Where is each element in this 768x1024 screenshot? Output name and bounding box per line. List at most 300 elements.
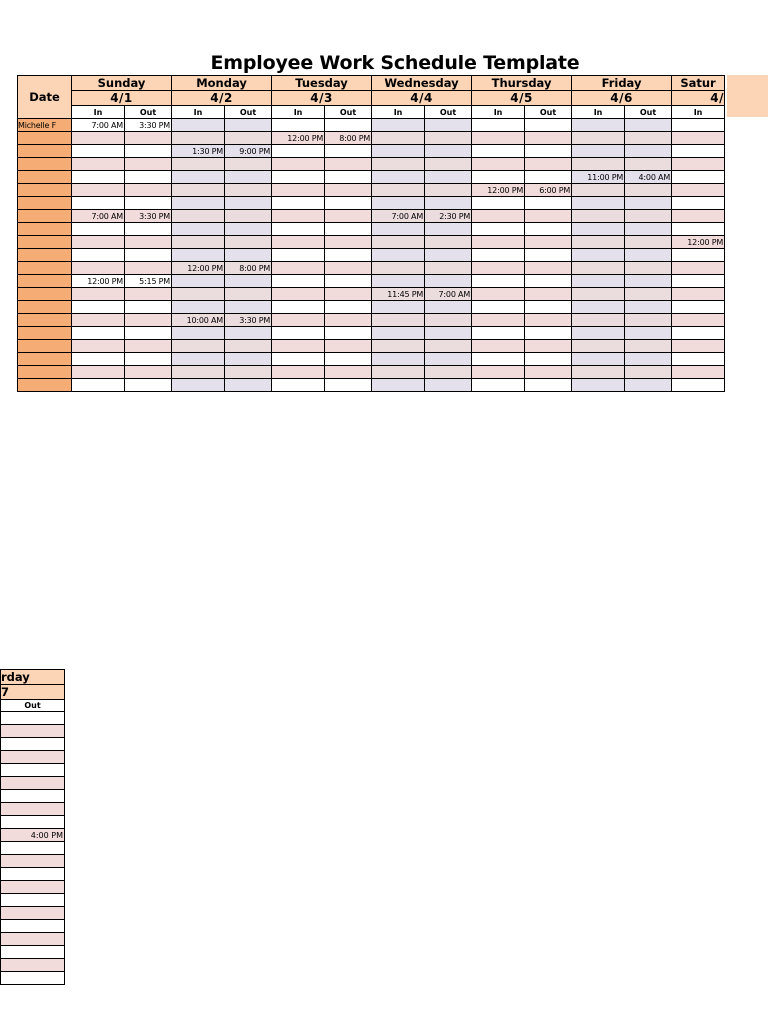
time-out-cell[interactable] [325,145,372,158]
time-in-cell[interactable] [572,197,625,210]
time-out-cell[interactable] [625,236,672,249]
time-out-cell[interactable] [425,171,472,184]
time-in-cell[interactable] [172,340,225,353]
time-out-cell[interactable] [225,184,272,197]
time-in-cell[interactable] [672,249,725,262]
time-out-cell[interactable] [1,868,65,881]
time-out-cell[interactable] [1,725,65,738]
time-out-cell[interactable] [1,738,65,751]
employee-name-cell[interactable] [18,327,72,340]
time-out-cell[interactable] [225,119,272,132]
time-in-cell[interactable] [672,262,725,275]
employee-name-cell[interactable] [18,236,72,249]
time-out-cell[interactable] [325,171,372,184]
time-out-cell[interactable] [425,158,472,171]
time-out-cell[interactable] [425,340,472,353]
time-out-cell[interactable] [125,197,172,210]
time-in-cell[interactable] [72,249,125,262]
employee-name-cell[interactable] [18,223,72,236]
time-out-cell[interactable]: 7:00 AM [425,288,472,301]
time-out-cell[interactable] [425,379,472,392]
employee-name-cell[interactable] [18,249,72,262]
time-out-cell[interactable] [125,145,172,158]
time-in-cell[interactable] [572,132,625,145]
time-out-cell[interactable] [1,933,65,946]
employee-name-cell[interactable] [18,197,72,210]
time-out-cell[interactable] [525,119,572,132]
time-out-cell[interactable] [625,249,672,262]
time-in-cell[interactable] [372,132,425,145]
time-in-cell[interactable] [72,132,125,145]
time-out-cell[interactable] [525,314,572,327]
time-out-cell[interactable] [225,249,272,262]
time-out-cell[interactable] [125,301,172,314]
time-out-cell[interactable] [625,210,672,223]
time-in-cell[interactable] [72,288,125,301]
time-in-cell[interactable] [172,119,225,132]
time-out-cell[interactable] [125,132,172,145]
time-out-cell[interactable] [525,236,572,249]
time-out-cell[interactable] [625,288,672,301]
time-in-cell[interactable] [572,223,625,236]
time-in-cell[interactable] [672,223,725,236]
time-out-cell[interactable] [425,236,472,249]
time-in-cell[interactable] [272,314,325,327]
time-out-cell[interactable] [325,379,372,392]
time-in-cell[interactable] [572,379,625,392]
time-in-cell[interactable] [372,275,425,288]
time-out-cell[interactable] [225,340,272,353]
time-in-cell[interactable] [272,366,325,379]
time-in-cell[interactable] [372,249,425,262]
time-in-cell[interactable] [72,314,125,327]
time-in-cell[interactable] [672,210,725,223]
time-out-cell[interactable] [625,301,672,314]
time-out-cell[interactable] [525,301,572,314]
time-in-cell[interactable] [172,327,225,340]
time-out-cell[interactable] [325,353,372,366]
time-in-cell[interactable] [372,223,425,236]
time-out-cell[interactable] [225,171,272,184]
time-in-cell[interactable] [572,184,625,197]
time-in-cell[interactable] [372,197,425,210]
time-in-cell[interactable] [472,249,525,262]
time-in-cell[interactable] [472,301,525,314]
time-out-cell[interactable] [525,275,572,288]
time-out-cell[interactable] [225,366,272,379]
time-out-cell[interactable] [325,314,372,327]
time-in-cell[interactable] [172,184,225,197]
time-in-cell[interactable]: 11:00 PM [572,171,625,184]
time-in-cell[interactable] [672,353,725,366]
time-out-cell[interactable] [325,210,372,223]
employee-name-cell[interactable] [18,275,72,288]
time-out-cell[interactable] [325,340,372,353]
time-in-cell[interactable]: 12:00 PM [72,275,125,288]
time-out-cell[interactable]: 8:00 PM [325,132,372,145]
time-out-cell[interactable] [625,197,672,210]
time-out-cell[interactable] [325,119,372,132]
time-out-cell[interactable] [525,379,572,392]
time-out-cell[interactable] [325,158,372,171]
time-in-cell[interactable] [472,314,525,327]
time-in-cell[interactable] [572,119,625,132]
time-out-cell[interactable] [625,366,672,379]
time-in-cell[interactable] [272,353,325,366]
time-out-cell[interactable] [1,894,65,907]
time-in-cell[interactable] [472,171,525,184]
time-out-cell[interactable] [1,790,65,803]
time-out-cell[interactable] [225,275,272,288]
time-out-cell[interactable] [1,946,65,959]
time-out-cell[interactable] [1,751,65,764]
time-out-cell[interactable] [625,145,672,158]
time-out-cell[interactable] [525,327,572,340]
time-out-cell[interactable] [225,236,272,249]
time-out-cell[interactable] [425,353,472,366]
employee-name-cell[interactable] [18,210,72,223]
time-out-cell[interactable] [525,353,572,366]
time-in-cell[interactable] [472,327,525,340]
time-out-cell[interactable] [625,275,672,288]
time-in-cell[interactable]: 7:00 AM [372,210,425,223]
time-out-cell[interactable] [125,340,172,353]
time-in-cell[interactable] [672,132,725,145]
time-in-cell[interactable] [72,171,125,184]
time-in-cell[interactable] [272,171,325,184]
time-out-cell[interactable]: 5:15 PM [125,275,172,288]
time-out-cell[interactable] [1,777,65,790]
time-out-cell[interactable] [1,764,65,777]
time-in-cell[interactable] [572,366,625,379]
time-in-cell[interactable] [472,288,525,301]
employee-name-cell[interactable] [18,314,72,327]
time-out-cell[interactable] [1,920,65,933]
time-in-cell[interactable] [672,145,725,158]
time-out-cell[interactable] [125,327,172,340]
time-in-cell[interactable]: 7:00 AM [72,210,125,223]
employee-name-cell[interactable] [18,158,72,171]
time-out-cell[interactable] [525,197,572,210]
time-in-cell[interactable]: 12:00 PM [472,184,525,197]
time-in-cell[interactable] [472,158,525,171]
time-in-cell[interactable] [572,353,625,366]
employee-name-cell[interactable] [18,353,72,366]
employee-name-cell[interactable] [18,288,72,301]
time-in-cell[interactable] [572,262,625,275]
time-out-cell[interactable]: 4:00 AM [625,171,672,184]
time-out-cell[interactable] [125,353,172,366]
time-in-cell[interactable] [172,197,225,210]
time-in-cell[interactable] [72,340,125,353]
time-in-cell[interactable] [472,223,525,236]
time-out-cell[interactable] [425,132,472,145]
time-out-cell[interactable] [325,197,372,210]
time-in-cell[interactable] [572,145,625,158]
time-out-cell[interactable] [625,223,672,236]
time-out-cell[interactable] [425,119,472,132]
time-out-cell[interactable] [425,314,472,327]
time-in-cell[interactable] [272,275,325,288]
time-in-cell[interactable] [372,184,425,197]
time-in-cell[interactable] [472,340,525,353]
time-out-cell[interactable] [1,855,65,868]
time-out-cell[interactable] [125,314,172,327]
time-out-cell[interactable] [225,301,272,314]
time-in-cell[interactable] [72,184,125,197]
time-out-cell[interactable] [125,236,172,249]
employee-name-cell[interactable] [18,340,72,353]
time-in-cell[interactable] [372,379,425,392]
employee-name-cell[interactable] [18,262,72,275]
time-out-cell[interactable]: 3:30 PM [225,314,272,327]
time-out-cell[interactable] [325,288,372,301]
time-out-cell[interactable]: 9:00 PM [225,145,272,158]
time-in-cell[interactable] [372,119,425,132]
time-in-cell[interactable] [72,223,125,236]
time-in-cell[interactable] [272,197,325,210]
employee-name-cell[interactable] [18,171,72,184]
time-in-cell[interactable] [672,158,725,171]
time-out-cell[interactable] [125,379,172,392]
time-out-cell[interactable] [125,366,172,379]
time-in-cell[interactable] [172,366,225,379]
time-out-cell[interactable] [125,158,172,171]
time-in-cell[interactable] [472,366,525,379]
time-in-cell[interactable] [472,119,525,132]
time-in-cell[interactable] [372,236,425,249]
time-in-cell[interactable] [672,340,725,353]
time-in-cell[interactable] [672,327,725,340]
time-in-cell[interactable] [72,197,125,210]
time-in-cell[interactable] [672,301,725,314]
time-out-cell[interactable] [625,314,672,327]
time-in-cell[interactable] [572,314,625,327]
time-in-cell[interactable] [72,366,125,379]
time-out-cell[interactable] [325,327,372,340]
time-in-cell[interactable] [572,275,625,288]
time-in-cell[interactable] [472,132,525,145]
time-out-cell[interactable] [625,262,672,275]
time-in-cell[interactable] [572,249,625,262]
time-in-cell[interactable]: 10:00 AM [172,314,225,327]
time-out-cell[interactable] [525,249,572,262]
time-out-cell[interactable] [125,171,172,184]
time-in-cell[interactable] [272,301,325,314]
time-in-cell[interactable] [172,210,225,223]
time-in-cell[interactable] [72,262,125,275]
time-out-cell[interactable] [125,288,172,301]
time-out-cell[interactable] [325,366,372,379]
time-in-cell[interactable] [172,353,225,366]
time-out-cell[interactable] [525,223,572,236]
time-in-cell[interactable] [272,119,325,132]
time-out-cell[interactable] [625,327,672,340]
time-in-cell[interactable]: 7:00 AM [72,119,125,132]
time-out-cell[interactable] [525,288,572,301]
time-in-cell[interactable] [372,145,425,158]
time-out-cell[interactable] [225,197,272,210]
time-in-cell[interactable] [172,301,225,314]
time-in-cell[interactable] [172,171,225,184]
time-out-cell[interactable] [625,353,672,366]
time-in-cell[interactable] [172,223,225,236]
time-out-cell[interactable] [425,275,472,288]
time-in-cell[interactable] [672,288,725,301]
time-in-cell[interactable] [172,249,225,262]
time-in-cell[interactable] [272,327,325,340]
time-in-cell[interactable]: 12:00 PM [272,132,325,145]
employee-name-cell[interactable] [18,366,72,379]
time-in-cell[interactable] [172,236,225,249]
employee-name-cell[interactable] [18,379,72,392]
time-out-cell[interactable]: 6:00 PM [525,184,572,197]
time-out-cell[interactable] [1,907,65,920]
time-in-cell[interactable] [72,327,125,340]
time-in-cell[interactable] [72,353,125,366]
time-out-cell[interactable] [425,145,472,158]
time-out-cell[interactable] [1,972,65,985]
time-in-cell[interactable] [272,262,325,275]
time-in-cell[interactable] [272,288,325,301]
time-out-cell[interactable] [1,959,65,972]
time-in-cell[interactable] [72,145,125,158]
time-in-cell[interactable]: 12:00 PM [172,262,225,275]
time-out-cell[interactable] [225,210,272,223]
time-in-cell[interactable] [72,236,125,249]
time-in-cell[interactable] [372,314,425,327]
time-in-cell[interactable] [672,379,725,392]
time-in-cell[interactable] [272,340,325,353]
time-in-cell[interactable] [572,288,625,301]
time-out-cell[interactable] [325,275,372,288]
time-in-cell[interactable] [272,223,325,236]
time-in-cell[interactable] [272,158,325,171]
time-in-cell[interactable] [272,210,325,223]
time-in-cell[interactable] [472,379,525,392]
time-in-cell[interactable] [372,327,425,340]
time-out-cell[interactable] [425,366,472,379]
time-in-cell[interactable] [672,119,725,132]
time-in-cell[interactable] [372,171,425,184]
time-out-cell[interactable]: 3:30 PM [125,210,172,223]
time-out-cell[interactable] [125,223,172,236]
time-in-cell[interactable]: 1:30 PM [172,145,225,158]
employee-name-cell[interactable] [18,132,72,145]
time-out-cell[interactable] [125,249,172,262]
time-in-cell[interactable] [472,210,525,223]
time-in-cell[interactable] [472,145,525,158]
time-out-cell[interactable] [425,223,472,236]
time-in-cell[interactable] [172,132,225,145]
time-out-cell[interactable] [325,262,372,275]
time-out-cell[interactable] [525,340,572,353]
time-in-cell[interactable] [372,262,425,275]
time-in-cell[interactable] [272,145,325,158]
time-out-cell[interactable] [225,158,272,171]
time-out-cell[interactable] [125,262,172,275]
time-out-cell[interactable] [325,236,372,249]
time-in-cell[interactable] [372,366,425,379]
time-in-cell[interactable] [672,275,725,288]
time-in-cell[interactable] [572,301,625,314]
time-in-cell[interactable] [272,379,325,392]
time-out-cell[interactable] [425,262,472,275]
employee-name-cell[interactable]: Michelle F [18,119,72,132]
time-out-cell[interactable] [425,184,472,197]
time-in-cell[interactable] [672,171,725,184]
time-out-cell[interactable] [625,158,672,171]
time-out-cell[interactable] [525,158,572,171]
time-in-cell[interactable] [372,353,425,366]
time-out-cell[interactable] [625,379,672,392]
time-in-cell[interactable] [272,236,325,249]
time-out-cell[interactable] [525,171,572,184]
time-in-cell[interactable] [72,301,125,314]
time-out-cell[interactable] [425,327,472,340]
time-out-cell[interactable] [225,379,272,392]
time-out-cell[interactable] [625,132,672,145]
time-out-cell[interactable] [625,184,672,197]
employee-name-cell[interactable] [18,184,72,197]
time-in-cell[interactable] [372,301,425,314]
time-out-cell[interactable] [525,366,572,379]
time-out-cell[interactable] [625,119,672,132]
time-in-cell[interactable] [272,249,325,262]
time-in-cell[interactable] [372,158,425,171]
time-out-cell[interactable] [325,184,372,197]
time-out-cell[interactable]: 2:30 PM [425,210,472,223]
time-out-cell[interactable] [225,132,272,145]
time-in-cell[interactable] [572,158,625,171]
employee-name-cell[interactable] [18,301,72,314]
time-out-cell[interactable] [1,881,65,894]
time-in-cell[interactable]: 12:00 PM [672,236,725,249]
time-in-cell[interactable] [572,340,625,353]
time-in-cell[interactable] [72,379,125,392]
time-out-cell[interactable]: 3:30 PM [125,119,172,132]
time-out-cell[interactable] [225,327,272,340]
time-in-cell[interactable] [272,184,325,197]
time-out-cell[interactable] [525,132,572,145]
time-out-cell[interactable] [325,223,372,236]
time-out-cell[interactable] [225,353,272,366]
employee-name-cell[interactable] [18,145,72,158]
time-in-cell[interactable] [372,340,425,353]
time-out-cell[interactable] [225,223,272,236]
time-out-cell[interactable] [525,145,572,158]
time-in-cell[interactable] [172,158,225,171]
time-out-cell[interactable]: 8:00 PM [225,262,272,275]
time-out-cell[interactable] [525,262,572,275]
time-in-cell[interactable] [72,158,125,171]
time-out-cell[interactable] [225,288,272,301]
time-out-cell[interactable] [325,301,372,314]
time-in-cell[interactable] [472,197,525,210]
time-out-cell[interactable] [1,712,65,725]
time-out-cell[interactable] [425,249,472,262]
time-out-cell[interactable] [125,184,172,197]
time-out-cell[interactable] [1,816,65,829]
time-in-cell[interactable] [172,275,225,288]
time-in-cell[interactable] [672,184,725,197]
time-in-cell[interactable] [672,366,725,379]
time-in-cell[interactable] [572,210,625,223]
time-out-cell[interactable]: 4:00 PM [1,829,65,842]
time-in-cell[interactable] [472,275,525,288]
time-out-cell[interactable] [525,210,572,223]
time-out-cell[interactable] [425,301,472,314]
